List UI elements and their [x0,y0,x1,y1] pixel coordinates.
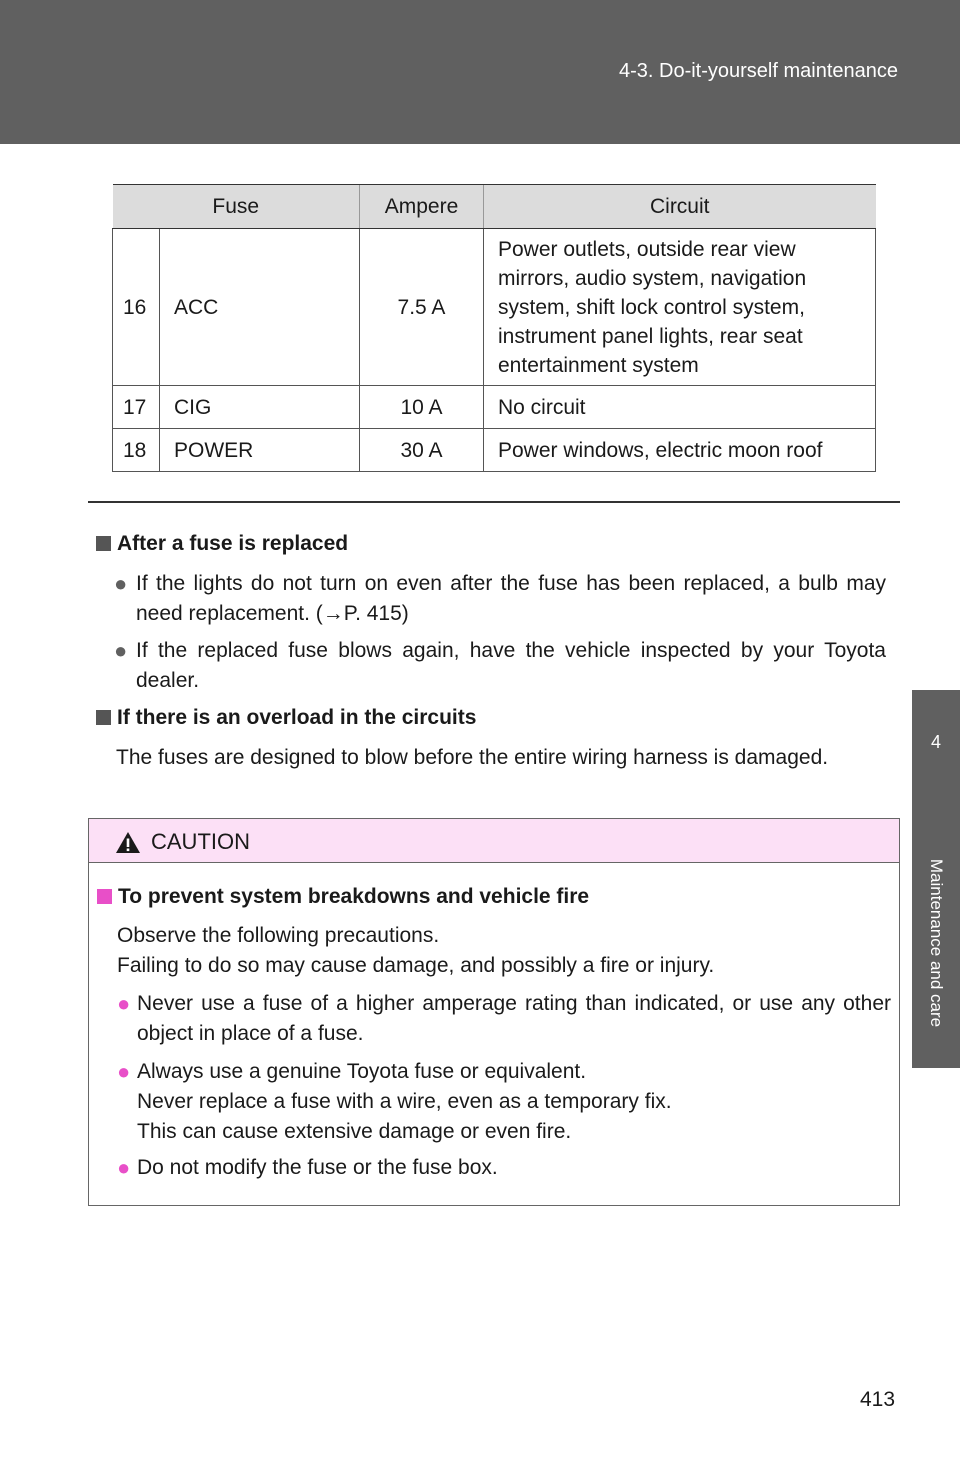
fuse-number: 17 [113,386,160,429]
caution-title: CAUTION [151,829,250,854]
caution-intro-line: Observe the following precautions. [117,924,440,947]
page-header [0,0,960,144]
circle-bullet-icon: ● [117,1059,131,1084]
table-header-row [113,185,876,229]
caution-heading-text: To prevent system breakdowns and vehicle fire [118,885,590,908]
caution-header [89,819,899,863]
table-row [113,229,876,386]
caution-item-text: Never use a fuse of a higher amperage rating than indicated, or use any other object in place of a fuse. [137,992,891,1045]
caution-item-line: Never replace a fuse with a wire, even as a temporary fix. [137,1090,672,1113]
caution-item-line: This can cause extensive damage or even fire. [137,1120,572,1143]
chapter-label: Maintenance and care [927,858,946,1028]
fuse-ampere: 10 A [360,386,484,429]
fuse-circuit: No circuit [484,386,876,429]
warning-icon [115,831,141,854]
square-bullet-icon [96,536,111,551]
caution-heading [97,882,589,912]
circuit-line: mirrors, audio system, navigation [498,266,807,290]
section-title: 4-3. Do-it-yourself maintenance [618,60,898,82]
section-heading-text: After a fuse is replaced [117,532,349,555]
circuit-line: system, shift lock control system, [498,295,805,319]
caution-list-item [117,1057,672,1147]
section-heading [96,706,476,730]
fuse-number: 18 [113,429,160,472]
caution-item-text: Do not modify the fuse or the fuse box. [137,1156,498,1179]
section-text: The fuses are designed to blow before the entire wiring harness is damaged. [116,746,829,769]
square-bullet-icon [96,710,111,725]
chapter-label-tab [912,818,960,1068]
fuse-number: 16 [113,229,160,386]
fuse-table [112,184,876,472]
fuse-circuit [484,229,876,386]
section-heading [96,532,348,556]
circle-bullet-icon: ● [117,991,131,1016]
list-item [116,636,886,696]
square-bullet-icon [97,889,112,904]
circle-bullet-icon: ● [114,638,128,663]
fuse-circuit: Power windows, electric moon roof [484,429,876,472]
chapter-number-tab: 4 [912,690,960,818]
header-circuit: Circuit [484,185,876,229]
header-ampere: Ampere [360,185,484,229]
page-number: 413 [860,1388,896,1411]
circle-bullet-icon: ● [117,1155,131,1180]
list-item-text: If the lights do not turn on even after the fuse has been replaced, a bulb may need replacement. (→P. 415) [136,572,886,625]
caution-intro [117,921,714,981]
fuse-name: ACC [160,229,360,386]
list-item-text: If the replaced fuse blows again, have the vehicle inspected by your Toyota dealer. [136,639,886,692]
caution-item-line: Always use a genuine Toyota fuse or equivalent. [137,1060,587,1083]
caution-intro-line: Failing to do so may cause damage, and possibly a fire or injury. [117,954,715,977]
fuse-name: CIG [160,386,360,429]
table-row [113,386,876,429]
divider [88,501,900,503]
fuse-name: POWER [160,429,360,472]
circuit-line: instrument panel lights, rear seat [498,324,803,348]
list-item [116,569,886,629]
table-row [113,429,876,472]
circle-bullet-icon: ● [114,571,128,596]
header-fuse: Fuse [113,185,360,229]
section-heading-text: If there is an overload in the circuits [117,706,477,729]
circuit-line: Power outlets, outside rear view [498,237,796,261]
caution-box [88,818,900,1206]
caution-list-item [117,989,891,1049]
fuse-ampere: 30 A [360,429,484,472]
fuse-ampere: 7.5 A [360,229,484,386]
caution-list-item [117,1153,498,1183]
circuit-line: entertainment system [498,353,699,377]
caution-item-text [117,1057,672,1147]
